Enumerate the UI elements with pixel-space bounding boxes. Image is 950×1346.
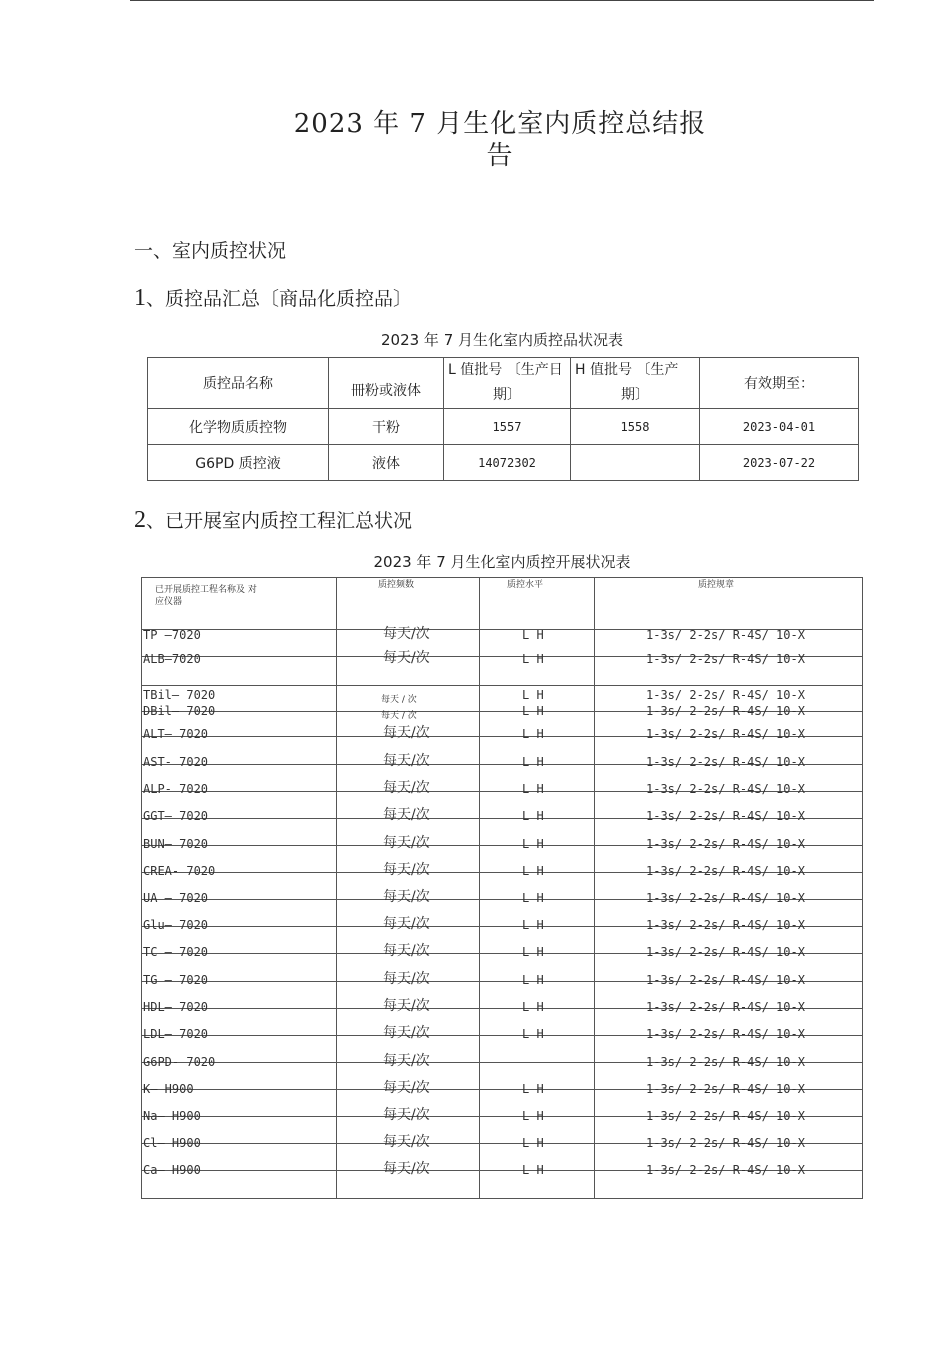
report-title-line1: 2023 年 7 月生化室内质控总结报 bbox=[293, 109, 707, 139]
cell-rule: 1-3s/ 2-2s/ R-4S/ 10-X bbox=[646, 1082, 805, 1096]
column-divider bbox=[336, 578, 337, 1198]
cell-frequency: 每天/次 bbox=[383, 862, 430, 878]
cell-item: ALP- 7020 bbox=[143, 782, 209, 796]
cell-rule: 1-3s/ 2-2s/ R-4S/ 10-X bbox=[646, 837, 805, 851]
cell-rule: 1-3s/ 2-2s/ R-4S/ 10-X bbox=[646, 628, 805, 642]
cell-level: L H bbox=[522, 1136, 544, 1150]
cell-frequency: 每天/次 bbox=[383, 1080, 430, 1096]
table-row bbox=[148, 445, 859, 481]
cell-item: TBil— 7020 bbox=[143, 688, 216, 702]
cell-level: L H bbox=[522, 973, 544, 987]
cell-item: TC — 7020 bbox=[143, 945, 209, 959]
header-text: 期〕 bbox=[621, 387, 649, 403]
cell-item: ALT— 7020 bbox=[143, 727, 209, 741]
cell-item: TG — 7020 bbox=[143, 973, 209, 987]
cell-item: Ca— H900 bbox=[143, 1163, 201, 1177]
header-text: H 值批号 〔生产 bbox=[575, 362, 679, 378]
cell-rule: 1-3s/ 2-2s/ R-4S/ 10-X bbox=[646, 1109, 805, 1123]
cell-level: L H bbox=[522, 782, 544, 796]
cell-rule: 1-3s/ 2-2s/ R-4S/ 10-X bbox=[646, 652, 805, 666]
top-rule bbox=[130, 0, 874, 1]
table2-caption: 2023 年 7 月生化室内质控开展状况表 bbox=[373, 553, 631, 571]
table1-caption: 2023 年 7 月生化室内质控品状况表 bbox=[380, 331, 624, 349]
cell-item: UA — 7020 bbox=[143, 891, 209, 905]
cell-frequency: 每天/次 bbox=[383, 889, 430, 905]
report-title bbox=[250, 108, 750, 172]
cell-level: L H bbox=[522, 945, 544, 959]
header-item bbox=[155, 584, 257, 608]
cell-frequency: 每天/次 bbox=[383, 753, 430, 769]
cell-level: L H bbox=[522, 918, 544, 932]
qc-material-table bbox=[147, 357, 859, 481]
cell-frequency: 每天/次 bbox=[383, 780, 430, 796]
header-cell: 质控品名称 bbox=[148, 358, 329, 409]
cell-h-lot bbox=[571, 445, 700, 481]
cell-level: L H bbox=[522, 727, 544, 741]
cell-rule: 1-3s/ 2-2s/ R-4S/ 10-X bbox=[646, 755, 805, 769]
cell-rule: 1-3s/ 2-2s/ R-4S/ 10-X bbox=[646, 809, 805, 823]
cell-name: 化学物质质控物 bbox=[148, 409, 329, 445]
cell-rule: 1-3s/ 2-2s/ R-4S/ 10-X bbox=[646, 727, 805, 741]
column-divider bbox=[479, 578, 480, 1198]
cell-rule: 1-3s/ 2-2s/ R-4S/ 10-X bbox=[646, 1163, 805, 1177]
table-row bbox=[148, 409, 859, 445]
cell-rule: 1-3s/ 2-2s/ R-4S/ 10-X bbox=[646, 1000, 805, 1014]
cell-rule: 1-3s/ 2-2s/ R-4S/ 10-X bbox=[646, 688, 805, 702]
cell-item: ALB—7020 bbox=[143, 652, 201, 666]
header-item-line2: 应仪器 bbox=[155, 597, 183, 607]
cell-expiry: 2023-04-01 bbox=[700, 409, 859, 445]
cell-frequency: 每天/次 bbox=[383, 725, 430, 741]
report-title-line2: 告 bbox=[486, 141, 514, 171]
header-text: L 值批号 〔生产日 bbox=[448, 362, 563, 378]
cell-level: L H bbox=[522, 628, 544, 642]
cell-item: CREA- 7020 bbox=[143, 864, 216, 878]
subsection-number: 2 bbox=[134, 507, 146, 533]
cell-rule: 1-3s/ 2-2s/ R-4S/ 10-X bbox=[646, 945, 805, 959]
cell-level: L H bbox=[522, 704, 544, 718]
cell-frequency: 每天/次 bbox=[383, 1161, 430, 1177]
cell-expiry: 2023-07-22 bbox=[700, 445, 859, 481]
cell-frequency: 每天/次 bbox=[383, 1134, 430, 1150]
subsection-heading-2 bbox=[134, 506, 412, 534]
qc-items-table bbox=[141, 577, 863, 1199]
header-cell: 有效期至： bbox=[700, 358, 859, 409]
cell-name: G6PD 质控液 bbox=[148, 445, 329, 481]
cell-rule: 1-3s/ 2-2s/ R-4S/ 10-X bbox=[646, 918, 805, 932]
cell-level: L H bbox=[522, 809, 544, 823]
subsection-label: 、已开展室内质控工程汇总状况 bbox=[146, 510, 413, 532]
cell-level: L H bbox=[522, 1000, 544, 1014]
cell-frequency: 每天/次 bbox=[383, 1053, 430, 1069]
cell-item: BUN— 7020 bbox=[143, 837, 209, 851]
cell-rule: 1-3s/ 2-2s/ R-4S/ 10-X bbox=[646, 973, 805, 987]
cell-frequency: 每天/次 bbox=[383, 835, 430, 851]
cell-item: K— H900 bbox=[143, 1082, 194, 1096]
cell-level: L H bbox=[522, 891, 544, 905]
cell-item: HDL— 7020 bbox=[143, 1000, 209, 1014]
cell-frequency: 每天/次 bbox=[383, 1025, 430, 1041]
subsection-number: 1 bbox=[134, 285, 146, 311]
cell-level: L H bbox=[522, 652, 544, 666]
cell-frequency: 每天/次 bbox=[383, 916, 430, 932]
cell-level: L H bbox=[522, 688, 544, 702]
cell-item: LDL— 7020 bbox=[143, 1027, 209, 1041]
cell-item: AST- 7020 bbox=[143, 755, 209, 769]
cell-item: GGT— 7020 bbox=[143, 809, 209, 823]
cell-level: L H bbox=[522, 1027, 544, 1041]
cell-h-lot: 1558 bbox=[571, 409, 700, 445]
cell-type: 液体 bbox=[329, 445, 444, 481]
cell-item: TP —7020 bbox=[143, 628, 201, 642]
cell-frequency: 每天/次 bbox=[383, 626, 430, 642]
cell-frequency: 每天 / 次 bbox=[381, 711, 417, 721]
cell-level: L H bbox=[522, 837, 544, 851]
header-cell: 冊粉或液体 bbox=[329, 358, 444, 409]
header-cell bbox=[571, 358, 700, 409]
cell-item: Cl— H900 bbox=[143, 1136, 201, 1150]
cell-frequency: 每天/次 bbox=[383, 971, 430, 987]
header-level: 质控水平 bbox=[507, 580, 544, 590]
cell-level: L H bbox=[522, 1163, 544, 1177]
cell-frequency: 每天/次 bbox=[383, 807, 430, 823]
cell-rule: 1-3s/ 2-2s/ R-4S/ 10-X bbox=[646, 782, 805, 796]
header-cell bbox=[444, 358, 571, 409]
cell-l-lot: 14072302 bbox=[444, 445, 571, 481]
subsection-heading-1 bbox=[134, 284, 412, 312]
cell-level: L H bbox=[522, 1109, 544, 1123]
row-divider bbox=[142, 685, 862, 686]
cell-type: 干粉 bbox=[329, 409, 444, 445]
cell-item: G6PD- 7020 bbox=[143, 1055, 216, 1069]
cell-l-lot: 1557 bbox=[444, 409, 571, 445]
header-rules: 质控规章 bbox=[698, 580, 735, 590]
header-item-line1: 已开展质控工程名称及 对 bbox=[155, 585, 257, 595]
header-text: 期〕 bbox=[493, 387, 521, 403]
column-divider bbox=[594, 578, 595, 1198]
cell-item: DBil— 7020 bbox=[143, 704, 216, 718]
subsection-label: 、质控品汇总〔商品化质控品〕 bbox=[146, 288, 413, 310]
cell-rule: 1-3s/ 2-2s/ R-4S/ 10-X bbox=[646, 1136, 805, 1150]
cell-rule: 1-3s/ 2-2s/ R-4S/ 10-X bbox=[646, 1055, 805, 1069]
cell-level: L H bbox=[522, 1082, 544, 1096]
cell-rule: 1-3s/ 2-2s/ R-4S/ 10-X bbox=[646, 704, 805, 718]
cell-rule: 1-3s/ 2-2s/ R-4S/ 10-X bbox=[646, 891, 805, 905]
table-header-row bbox=[148, 358, 859, 409]
cell-frequency: 每天/次 bbox=[383, 943, 430, 959]
header-frequency: 质控频数 bbox=[378, 580, 415, 590]
cell-frequency: 每天 / 次 bbox=[381, 695, 417, 705]
cell-frequency: 每天/次 bbox=[383, 650, 430, 666]
cell-item: Glu— 7020 bbox=[143, 918, 209, 932]
cell-frequency: 每天/次 bbox=[383, 1107, 430, 1123]
cell-level: L H bbox=[522, 755, 544, 769]
section-heading-1: 一、室内质控状况 bbox=[134, 240, 287, 262]
cell-frequency: 每天/次 bbox=[383, 998, 430, 1014]
cell-rule: 1-3s/ 2-2s/ R-4S/ 10-X bbox=[646, 1027, 805, 1041]
cell-item: Na— H900 bbox=[143, 1109, 201, 1123]
cell-level: L H bbox=[522, 864, 544, 878]
cell-rule: 1-3s/ 2-2s/ R-4S/ 10-X bbox=[646, 864, 805, 878]
